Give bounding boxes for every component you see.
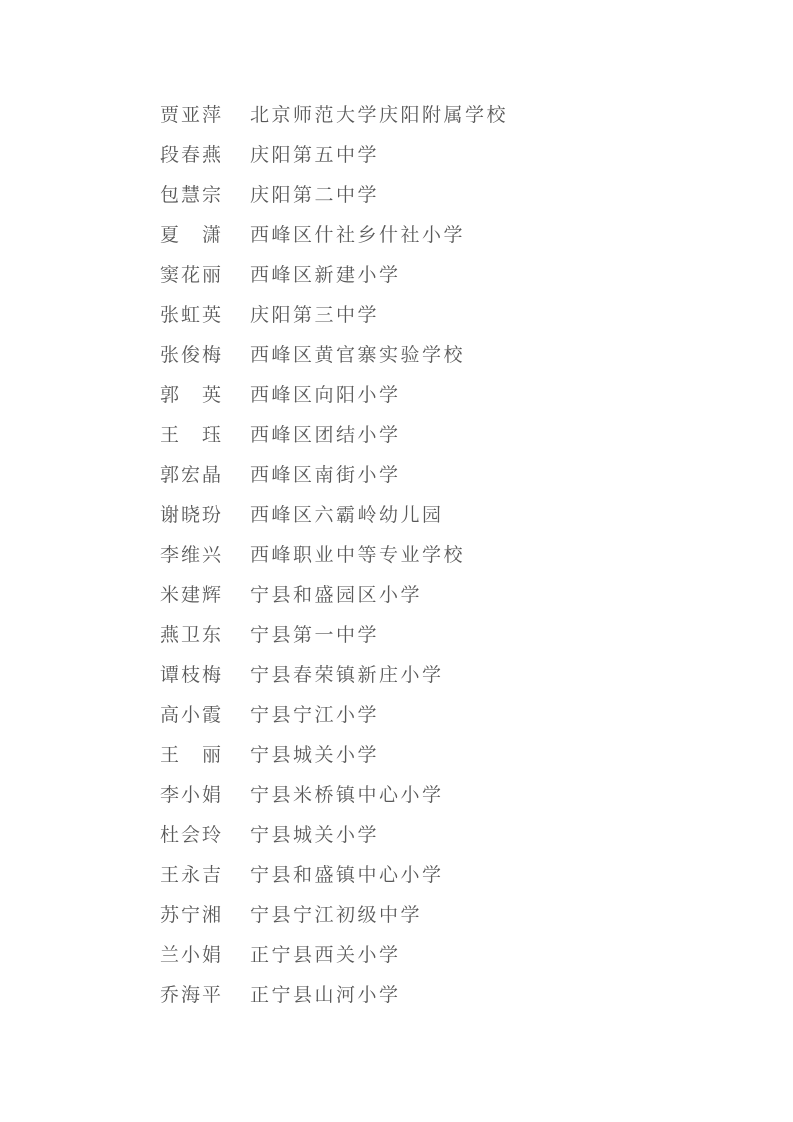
- teacher-name: 张俊梅: [160, 344, 224, 366]
- list-item: [160, 493, 508, 533]
- school-name: 西峰区向阳小学: [250, 384, 401, 406]
- school-name: 宁县和盛园区小学: [250, 584, 423, 606]
- list-item: [160, 933, 508, 973]
- school-name: 西峰区黄官寨实验学校: [250, 344, 466, 366]
- list-item: [160, 653, 508, 693]
- school-name: 宁县米桥镇中心小学: [250, 784, 444, 806]
- teacher-name: 王永吉: [160, 864, 224, 886]
- list-item: [160, 893, 508, 933]
- school-name: 正宁县西关小学: [250, 944, 401, 966]
- teacher-name: 郭 英: [160, 384, 224, 406]
- teacher-name: 兰小娟: [160, 944, 224, 966]
- teacher-name: 谭枝梅: [160, 664, 224, 686]
- school-name: 庆阳第五中学: [250, 144, 380, 166]
- list-item: [160, 573, 508, 613]
- teacher-name: 包慧宗: [160, 184, 224, 206]
- teacher-name: 王 丽: [160, 744, 224, 766]
- school-name: 宁县宁江小学: [250, 704, 380, 726]
- list-item: [160, 93, 508, 133]
- teacher-name: 李维兴: [160, 544, 224, 566]
- school-name: 庆阳第三中学: [250, 304, 380, 326]
- school-name: 西峰区什社乡什社小学: [250, 224, 466, 246]
- school-name: 西峰区南街小学: [250, 464, 401, 486]
- school-name: 宁县城关小学: [250, 824, 380, 846]
- teacher-name: 夏 潇: [160, 224, 224, 246]
- school-name: 西峰区六霸岭幼儿园: [250, 504, 444, 526]
- teacher-name: 高小霞: [160, 704, 224, 726]
- list-item: [160, 813, 508, 853]
- school-name: 西峰区团结小学: [250, 424, 401, 446]
- list-item: [160, 253, 508, 293]
- teacher-name: 苏宁湘: [160, 904, 224, 926]
- teacher-name: 郭宏晶: [160, 464, 224, 486]
- school-name: 正宁县山河小学: [250, 984, 401, 1006]
- list-item: [160, 453, 508, 493]
- list-item: [160, 693, 508, 733]
- list-item: [160, 133, 508, 173]
- list-item: [160, 213, 508, 253]
- teacher-name: 王 珏: [160, 424, 224, 446]
- teacher-name: 段春燕: [160, 144, 224, 166]
- list-item: [160, 333, 508, 373]
- teacher-name: 张虹英: [160, 304, 224, 326]
- teacher-name: 燕卫东: [160, 624, 224, 646]
- list-item: [160, 613, 508, 653]
- teacher-name: 贾亚萍: [160, 104, 224, 126]
- school-name: 西峰区新建小学: [250, 264, 401, 286]
- school-name: 宁县春荣镇新庄小学: [250, 664, 444, 686]
- list-item: [160, 733, 508, 773]
- teacher-name: 窦花丽: [160, 264, 224, 286]
- list-item: [160, 973, 508, 1013]
- school-name: 西峰职业中等专业学校: [250, 544, 466, 566]
- list-item: [160, 533, 508, 573]
- list-item: [160, 413, 508, 453]
- teacher-name: 李小娟: [160, 784, 224, 806]
- school-name: 北京师范大学庆阳附属学校: [250, 104, 509, 126]
- school-name: 宁县第一中学: [250, 624, 380, 646]
- teacher-name: 乔海平: [160, 984, 224, 1006]
- teacher-name: 米建辉: [160, 584, 224, 606]
- list-item: [160, 853, 508, 893]
- teacher-name: 杜会玲: [160, 824, 224, 846]
- list-item: [160, 293, 508, 333]
- list-item: [160, 173, 508, 213]
- roster-list: [160, 93, 508, 1013]
- school-name: 庆阳第二中学: [250, 184, 380, 206]
- school-name: 宁县宁江初级中学: [250, 904, 423, 926]
- school-name: 宁县和盛镇中心小学: [250, 864, 444, 886]
- school-name: 宁县城关小学: [250, 744, 380, 766]
- list-item: [160, 773, 508, 813]
- teacher-name: 谢晓玢: [160, 504, 224, 526]
- list-item: [160, 373, 508, 413]
